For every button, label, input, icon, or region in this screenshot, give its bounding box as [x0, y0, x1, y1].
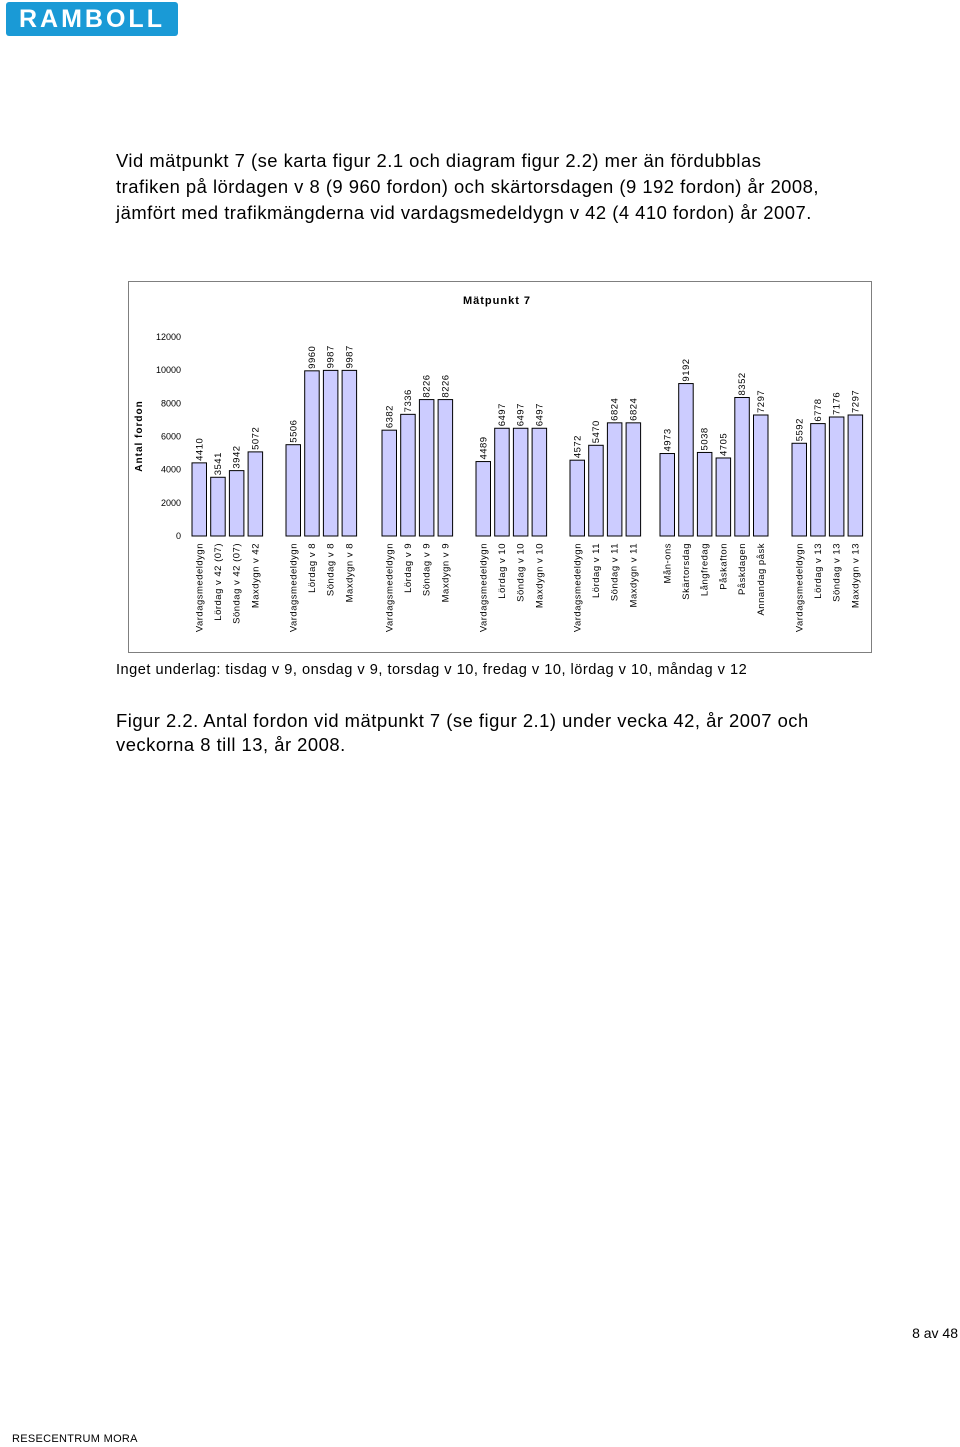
bar	[382, 430, 397, 536]
x-category-label: Söndag v 10	[515, 543, 527, 602]
x-category-label: Söndag v 13	[831, 543, 843, 602]
x-category-label: Söndag v 11	[609, 543, 621, 602]
bar-data-label: 6778	[812, 398, 824, 422]
bar	[495, 428, 510, 536]
paragraph-line: trafiken på lördagen v 8 (9 960 fordon) och skärtorsdagen (9 192 fordon) år 2008,	[116, 176, 819, 197]
x-category-label: Skärtorsdag	[680, 543, 692, 600]
bar	[735, 397, 750, 536]
caption-line: Figur 2.2. Antal fordon vid mätpunkt 7 (se figur 2.1) under vecka 42, år 2007 och	[116, 710, 809, 731]
bar-data-label: 7336	[402, 389, 414, 413]
x-category-label: Lördag v 42 (07)	[212, 543, 224, 621]
bar-data-label: 4572	[572, 435, 584, 459]
x-category-label: Påskafton	[718, 543, 730, 590]
y-axis-label: Antal fordon	[134, 400, 145, 472]
bar-data-label: 5506	[288, 419, 300, 443]
x-category-label: Lördag v 9	[402, 543, 414, 593]
y-tick-label: 0	[175, 531, 181, 541]
bar	[829, 417, 844, 536]
bar	[211, 477, 226, 536]
bar-data-label: 8352	[737, 372, 749, 396]
bar	[811, 424, 826, 536]
y-tick-label: 10000	[155, 365, 181, 376]
x-category-label: Lördag v 10	[496, 543, 508, 599]
bar-data-label: 5038	[699, 427, 711, 451]
bar	[192, 463, 207, 536]
paragraph-line: jämfört med trafikmängderna vid vardagsmedeldygn v 42 (4 410 fordon) år 2007.	[116, 202, 812, 223]
bar	[248, 452, 263, 536]
bar	[438, 400, 453, 536]
x-category-label: Maxdygn v 11	[628, 543, 640, 608]
bar-data-label: 8226	[440, 374, 452, 398]
bar-data-label: 6497	[534, 403, 546, 427]
bar-data-label: 7297	[755, 389, 767, 413]
x-category-label: Annandag påsk	[755, 543, 767, 616]
bar-data-label: 9960	[306, 345, 318, 369]
bar-data-label: 7297	[850, 389, 862, 413]
bar	[476, 462, 491, 536]
bar	[229, 471, 244, 536]
chart-title: Mätpunkt 7	[462, 295, 532, 307]
ramboll-logo	[6, 2, 178, 36]
bar	[286, 445, 301, 536]
x-category-label: Söndag v 42 (07)	[231, 543, 243, 624]
bar	[513, 428, 528, 536]
bar-data-label: 9987	[344, 345, 356, 369]
bar	[607, 423, 622, 536]
x-category-label: Vardagsmedeldygn	[194, 543, 206, 633]
bar-chart	[129, 282, 873, 654]
x-category-label: Vardagsmedeldygn	[384, 543, 396, 633]
bar-data-label: 9987	[325, 345, 337, 369]
y-tick-label: 2000	[160, 497, 181, 508]
bar	[342, 370, 357, 536]
bar-data-label: 3541	[212, 452, 224, 476]
bar-data-label: 4973	[662, 428, 674, 452]
x-category-label: Maxdygn v 9	[440, 543, 452, 603]
bar	[532, 428, 547, 536]
x-category-label: Vardagsmedeldygn	[794, 543, 806, 633]
x-category-label: Långfredag	[699, 543, 711, 597]
y-tick-label: 4000	[160, 464, 181, 475]
bar-data-label: 4410	[194, 437, 206, 461]
x-category-label: Lördag v 11	[590, 543, 602, 598]
x-category-label: Vardagsmedeldygn	[288, 543, 300, 633]
x-category-label: Söndag v 8	[325, 543, 337, 597]
bar	[716, 458, 731, 536]
bar-data-label: 5072	[250, 426, 262, 450]
footer-label: RESECENTRUM MORA	[12, 1433, 138, 1445]
x-category-label: Maxdygn v 8	[344, 543, 356, 603]
bar-data-label: 6497	[515, 403, 527, 427]
bar	[660, 454, 675, 536]
y-tick-label: 12000	[155, 332, 181, 342]
bar	[323, 370, 338, 536]
x-category-label: Mån-ons	[662, 543, 674, 584]
bar	[848, 415, 863, 536]
chart-frame	[128, 281, 872, 653]
x-category-label: Lördag v 8	[306, 543, 318, 593]
page-number: 8 av 48	[912, 1325, 958, 1341]
x-category-label: Vardagsmedeldygn	[572, 543, 584, 633]
x-category-label: Maxdygn v 10	[534, 543, 546, 609]
x-category-label: Maxdygn v 42	[250, 543, 262, 609]
bar-data-label: 4705	[718, 432, 730, 456]
x-category-label: Vardagsmedeldygn	[478, 543, 490, 633]
bar-data-label: 7176	[831, 391, 843, 415]
bar	[792, 443, 807, 536]
bar	[305, 371, 320, 536]
bar	[754, 415, 769, 536]
bar-data-label: 5592	[794, 418, 806, 442]
bar	[589, 445, 604, 536]
x-category-label: Söndag v 9	[421, 543, 433, 597]
bar-data-label: 6824	[628, 397, 640, 421]
bar-data-label: 6497	[496, 403, 508, 427]
bar	[697, 452, 712, 536]
bar-data-label: 3942	[231, 445, 243, 469]
bar	[419, 400, 434, 536]
bar-data-label: 9192	[680, 358, 692, 382]
x-category-label: Maxdygn v 13	[850, 543, 862, 609]
bar-data-label: 6382	[384, 405, 396, 429]
bar	[401, 414, 416, 536]
intro-paragraph	[116, 148, 856, 226]
paragraph-line: Vid mätpunkt 7 (se karta figur 2.1 och diagram figur 2.2) mer än fördubblas	[116, 150, 762, 171]
bar-data-label: 4489	[478, 436, 490, 460]
bar	[679, 384, 694, 536]
logo-text: RAMBOLL	[19, 5, 165, 33]
bar-data-label: 5470	[590, 420, 602, 444]
bar	[626, 423, 641, 536]
y-tick-label: 6000	[160, 431, 181, 442]
figure-caption	[116, 709, 856, 757]
bar-data-label: 6824	[609, 397, 621, 421]
bar	[570, 460, 585, 536]
y-tick-label: 8000	[160, 398, 181, 409]
bar-data-label: 8226	[421, 374, 433, 398]
caption-line: veckorna 8 till 13, år 2008.	[116, 734, 346, 755]
missing-data-note: Inget underlag: tisdag v 9, onsdag v 9, torsdag v 10, fredag v 10, lördag v 10, måndag v 12	[116, 662, 748, 678]
x-category-label: Lördag v 13	[812, 543, 824, 599]
x-category-label: Påskdagen	[737, 543, 749, 596]
